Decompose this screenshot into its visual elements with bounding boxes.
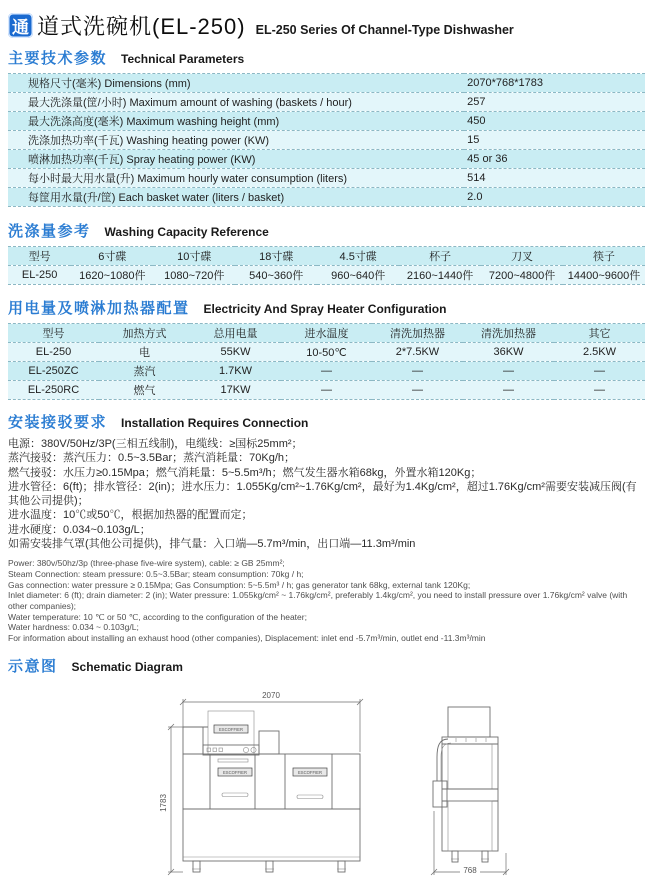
table-cell: 7200~4800件 <box>481 266 563 285</box>
technical-parameters-table <box>8 73 645 207</box>
text-line: For information about installing an exhaust hood (other companies), Displacement: inlet end -5.7m³/min, outlet end -11.3m³/min <box>8 632 486 643</box>
text-line: Water temperature: 10 ℃ or 50 ℃, according to the configuration of the heater; <box>8 611 307 622</box>
text-line: 进水管径：6(ft)；排水管径：2(in)；进水压力：1.055Kg/cm²~1.76Kg/cm²，最好为1.4Kg/cm²，超过1.76Kg/cm²需要安装减压阀(有其他公司提供)； <box>8 480 637 508</box>
brand-label: ESCOFFIER <box>298 770 322 776</box>
section-title-zh: 主要技术参数 <box>8 50 108 67</box>
dishwasher-drawing <box>8 681 645 881</box>
table-cell: 最大洗涤高度(毫米) Maximum washing height (mm) <box>8 112 464 131</box>
column-header: 18寸碟 <box>235 247 317 266</box>
table-cell: 10-50℃ <box>281 343 372 362</box>
table-row <box>8 343 645 362</box>
table-cell: 17KW <box>190 381 281 400</box>
column-header: 加热方式 <box>99 324 190 343</box>
side-view <box>431 707 509 875</box>
brand-seal-icon: 通 <box>8 13 33 38</box>
text-line: Steam Connection: steam pressure: 0.5~3.5Bar; steam consumption: 70kg / h; <box>8 569 304 579</box>
table-cell: EL-250RC <box>8 381 99 400</box>
section-washing-capacity <box>8 220 645 241</box>
electricity-heater-table <box>8 323 645 400</box>
table-cell: 960~640件 <box>317 266 399 285</box>
text-line: Gas connection: water pressure ≥ 0.15Mpa; Gas Consumption: 5~5.5m³ / h; gas generator tank 68kg, external tank 120Kg; <box>8 579 471 590</box>
front-width-label: 2070 <box>262 691 280 701</box>
table-cell: — <box>463 362 554 381</box>
section-electricity-config <box>8 297 645 318</box>
table-cell: — <box>463 381 554 400</box>
table-cell: 燃气 <box>99 381 190 400</box>
text-line: 如需安装排气罩(其他公司提供)，排气量：入口端—5.7m³/min，出口端—11.3m³/min <box>8 538 416 551</box>
column-header: 进水温度 <box>281 324 372 343</box>
table-header-row <box>8 247 645 266</box>
table-cell: — <box>372 362 463 381</box>
brand-label: ESCOFFIER <box>223 770 247 776</box>
section-title-zh: 用电量及喷淋加热器配置 <box>8 300 190 317</box>
table-cell: 2070*768*1783 <box>464 74 645 93</box>
table-cell: 最大洗涤量(筐/小时) Maximum amount of washing (baskets / hour) <box>8 93 464 112</box>
side-depth-label: 768 <box>463 866 477 876</box>
table-cell: 1080~720件 <box>153 266 235 285</box>
front-height-label: 1783 <box>159 794 168 813</box>
section-installation <box>8 411 645 432</box>
table-row <box>8 74 645 93</box>
installation-notes-english <box>8 558 645 643</box>
text-line: 电源：380V/50Hz/3P(三相五线制)，电缆线：≥国标25mm²； <box>8 438 303 450</box>
table-cell: — <box>281 381 372 400</box>
page-title <box>8 10 645 41</box>
table-cell: 2160~1440件 <box>399 266 481 285</box>
schematic-diagram <box>8 681 645 886</box>
table-cell: 1620~1080件 <box>71 266 153 285</box>
table-cell: 257 <box>464 93 645 112</box>
table-cell: EL-250ZC <box>8 362 99 381</box>
column-header: 型号 <box>8 247 71 266</box>
text-line: 进水硬度：0.034~0.103g/L； <box>8 523 151 536</box>
table-cell: 规格尺寸(毫米) Dimensions (mm) <box>8 74 464 93</box>
table-cell: 每筐用水量(升/筐) Each basket water (liters / basket) <box>8 188 464 207</box>
text-line: 进水温度：10℃或50℃，根据加热器的配置而定； <box>8 509 253 522</box>
section-title-zh: 示意图 <box>8 658 58 676</box>
table-row <box>8 188 645 207</box>
column-header: 型号 <box>8 324 99 343</box>
table-cell: EL-250 <box>8 343 99 362</box>
column-header: 其它 <box>554 324 645 343</box>
column-header: 6寸碟 <box>71 247 153 266</box>
table-cell: — <box>554 381 645 400</box>
table-cell: 540~360件 <box>235 266 317 285</box>
washing-capacity-table <box>8 246 645 285</box>
table-cell: 514 <box>464 169 645 188</box>
table-cell: 蒸汽 <box>99 362 190 381</box>
text-line: Power: 380v/50hz/3p (three-phase five-wire system), cable: ≥ GB 25mm²; <box>8 558 285 569</box>
brand-label: ESCOFFIER <box>219 727 243 733</box>
table-row <box>8 266 645 285</box>
table-row <box>8 150 645 169</box>
section-title-en: Electricity And Spray Heater Configuration <box>203 302 447 316</box>
table-cell: 450 <box>464 112 645 131</box>
column-header: 清洗加热器 <box>463 324 554 343</box>
table-cell: 2.5KW <box>554 343 645 362</box>
section-title-en: Schematic Diagram <box>71 660 183 675</box>
table-cell: 2.0 <box>464 188 645 207</box>
section-title-en: Technical Parameters <box>121 52 245 66</box>
table-cell: 每小时最大用水量(升) Maximum hourly water consumption (liters) <box>8 169 464 188</box>
column-header: 总用电量 <box>190 324 281 343</box>
table-cell: — <box>281 362 372 381</box>
table-row <box>8 93 645 112</box>
table-cell: — <box>554 362 645 381</box>
column-header: 10寸碟 <box>153 247 235 266</box>
column-header: 清洗加热器 <box>372 324 463 343</box>
table-cell: 喷淋加热功率(千瓦) Spray heating power (KW) <box>8 150 464 169</box>
section-title-en: Installation Requires Connection <box>121 416 309 430</box>
table-cell: 2*7.5KW <box>372 343 463 362</box>
table-row <box>8 381 645 400</box>
table-cell: EL-250 <box>8 266 71 285</box>
table-row <box>8 112 645 131</box>
text-line: Inlet diameter: 6 (ft); drain diameter: 2 (in); Water pressure: 1.055kg/cm² ~ 1.76kg/cm², preferably 1.4kg/cm², you need to install pressure over 1.76kg/cm² valve (with other companies); <box>8 590 628 611</box>
table-cell: 1.7KW <box>190 362 281 381</box>
table-cell: 洗涤加热功率(千瓦) Washing heating power (KW) <box>8 131 464 150</box>
section-title-en: Washing Capacity Reference <box>104 225 269 239</box>
section-technical-parameters <box>8 47 645 68</box>
column-header: 刀叉 <box>481 247 563 266</box>
table-cell: — <box>372 381 463 400</box>
table-cell: 14400~9600件 <box>563 266 645 285</box>
installation-notes-chinese <box>8 437 645 551</box>
table-cell: 55KW <box>190 343 281 362</box>
table-cell: 36KW <box>463 343 554 362</box>
section-schematic <box>8 655 645 676</box>
text-line: 燃气接驳：水压力≥0.15Mpa；燃气消耗量：5~5.5m³/h；燃气发生器水箱68kg，外置水箱120Kg； <box>8 466 482 479</box>
table-cell: 15 <box>464 131 645 150</box>
column-header: 4.5寸碟 <box>317 247 399 266</box>
title-english: EL-250 Series Of Channel-Type Dishwasher <box>255 22 514 37</box>
column-header: 筷子 <box>563 247 645 266</box>
table-row <box>8 362 645 381</box>
section-title-zh: 洗涤量参考 <box>8 223 91 240</box>
column-header: 杯子 <box>399 247 481 266</box>
text-line: 蒸汽接驳：蒸汽压力：0.5~3.5Bar；蒸汽消耗量：70Kg/h； <box>8 452 295 465</box>
text-line: Water hardness: 0.034 ~ 0.103g/L; <box>8 622 139 633</box>
front-view <box>159 691 363 875</box>
title-chinese: 道式洗碗机(EL-250) <box>37 14 246 39</box>
table-cell: 45 or 36 <box>464 150 645 169</box>
table-row <box>8 169 645 188</box>
table-cell: 电 <box>99 343 190 362</box>
section-title-zh: 安装接驳要求 <box>8 414 108 431</box>
table-row <box>8 131 645 150</box>
table-header-row <box>8 324 645 343</box>
